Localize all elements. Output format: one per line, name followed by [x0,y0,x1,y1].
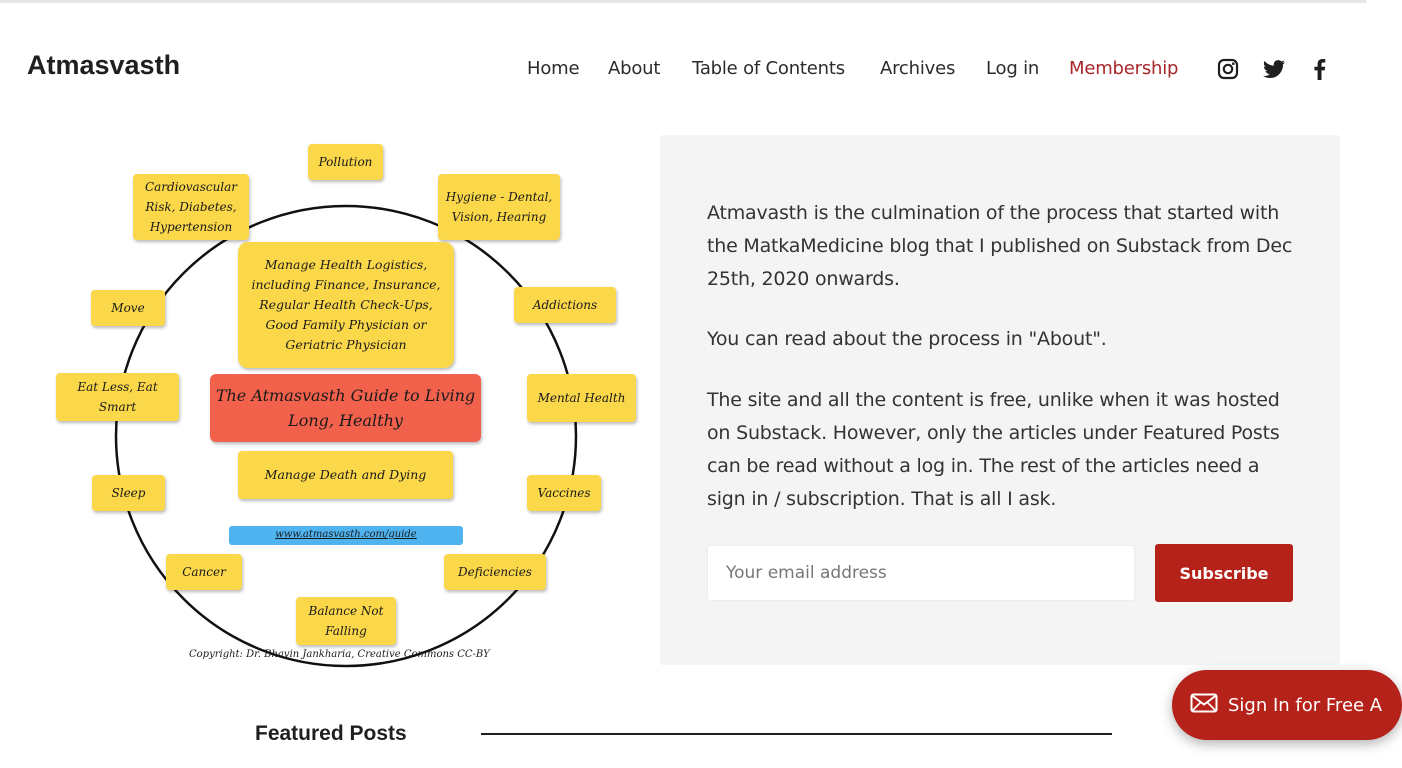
node-deficiencies: Deficiencies [444,554,546,590]
guide-title-box: The Atmasvasth Guide to Living Long, Healthy [210,374,481,442]
node-move: Move [91,290,165,326]
nav-table-of-contents[interactable]: Table of Contents [692,58,845,79]
node-vaccines: Vaccines [527,475,601,511]
featured-posts-heading: Featured Posts [255,722,407,745]
nav-log-in[interactable]: Log in [986,58,1040,79]
intro-paragraph-1: Atmavasth is the culmination of the process that started with the MatkaMedicine blog that I published on Substack from Dec 25th, 2020 onwards. [707,202,1293,290]
twitter-icon[interactable] [1262,57,1286,81]
node-eat-less: Eat Less, Eat Smart [56,373,179,421]
email-field[interactable] [707,545,1135,601]
facebook-icon[interactable] [1308,57,1332,81]
node-balance: Balance Not Falling [296,597,396,645]
instagram-icon[interactable] [1216,57,1240,81]
node-cancer: Cancer [166,554,242,590]
node-cardiovascular: Cardiovascular Risk, Diabetes, Hypertension [133,174,249,240]
intro-paragraph-3: The site and all the content is free, unlike when it was hosted on Substack. However, only the articles under Featured Posts can be read without a log in. The rest of the articles need a sign in / subscription. That is all I ask. [707,389,1280,510]
node-sleep: Sleep [92,475,165,511]
node-health-logistics: Manage Health Logistics, including Finance, Insurance, Regular Health Check-Ups, Good Family Physician or Geriatric Physician [238,242,454,368]
envelope-icon [1190,693,1218,717]
main-nav [0,58,1366,82]
node-hygiene: Hygiene - Dental, Vision, Hearing [438,174,560,240]
sign-in-floating-button[interactable] [1172,670,1402,740]
subscribe-button[interactable]: Subscribe [1155,544,1293,602]
guide-url: www.atmasvasth.com/guide [229,526,463,545]
nav-about[interactable]: About [608,58,661,79]
site-title[interactable]: Atmasvasth [27,50,181,80]
node-death-dying: Manage Death and Dying [238,451,453,499]
node-addictions: Addictions [514,287,616,323]
featured-divider [481,733,1112,735]
sign-in-label: Sign In for Free A [1228,694,1383,716]
nav-membership[interactable]: Membership [1069,58,1179,79]
nav-home[interactable]: Home [527,58,580,79]
top-border [0,0,1366,3]
node-mental-health: Mental Health [527,374,636,422]
atmasvasth-guide-diagram [40,130,650,675]
node-pollution: Pollution [308,144,383,180]
diagram-copyright: Copyright: Dr. Bhavin Jankharia, Creative Commons CC-BY [189,649,490,660]
intro-paragraph-2: You can read about the process in "About". [707,328,1107,350]
nav-archives[interactable]: Archives [880,58,956,79]
intro-panel [660,135,1340,665]
